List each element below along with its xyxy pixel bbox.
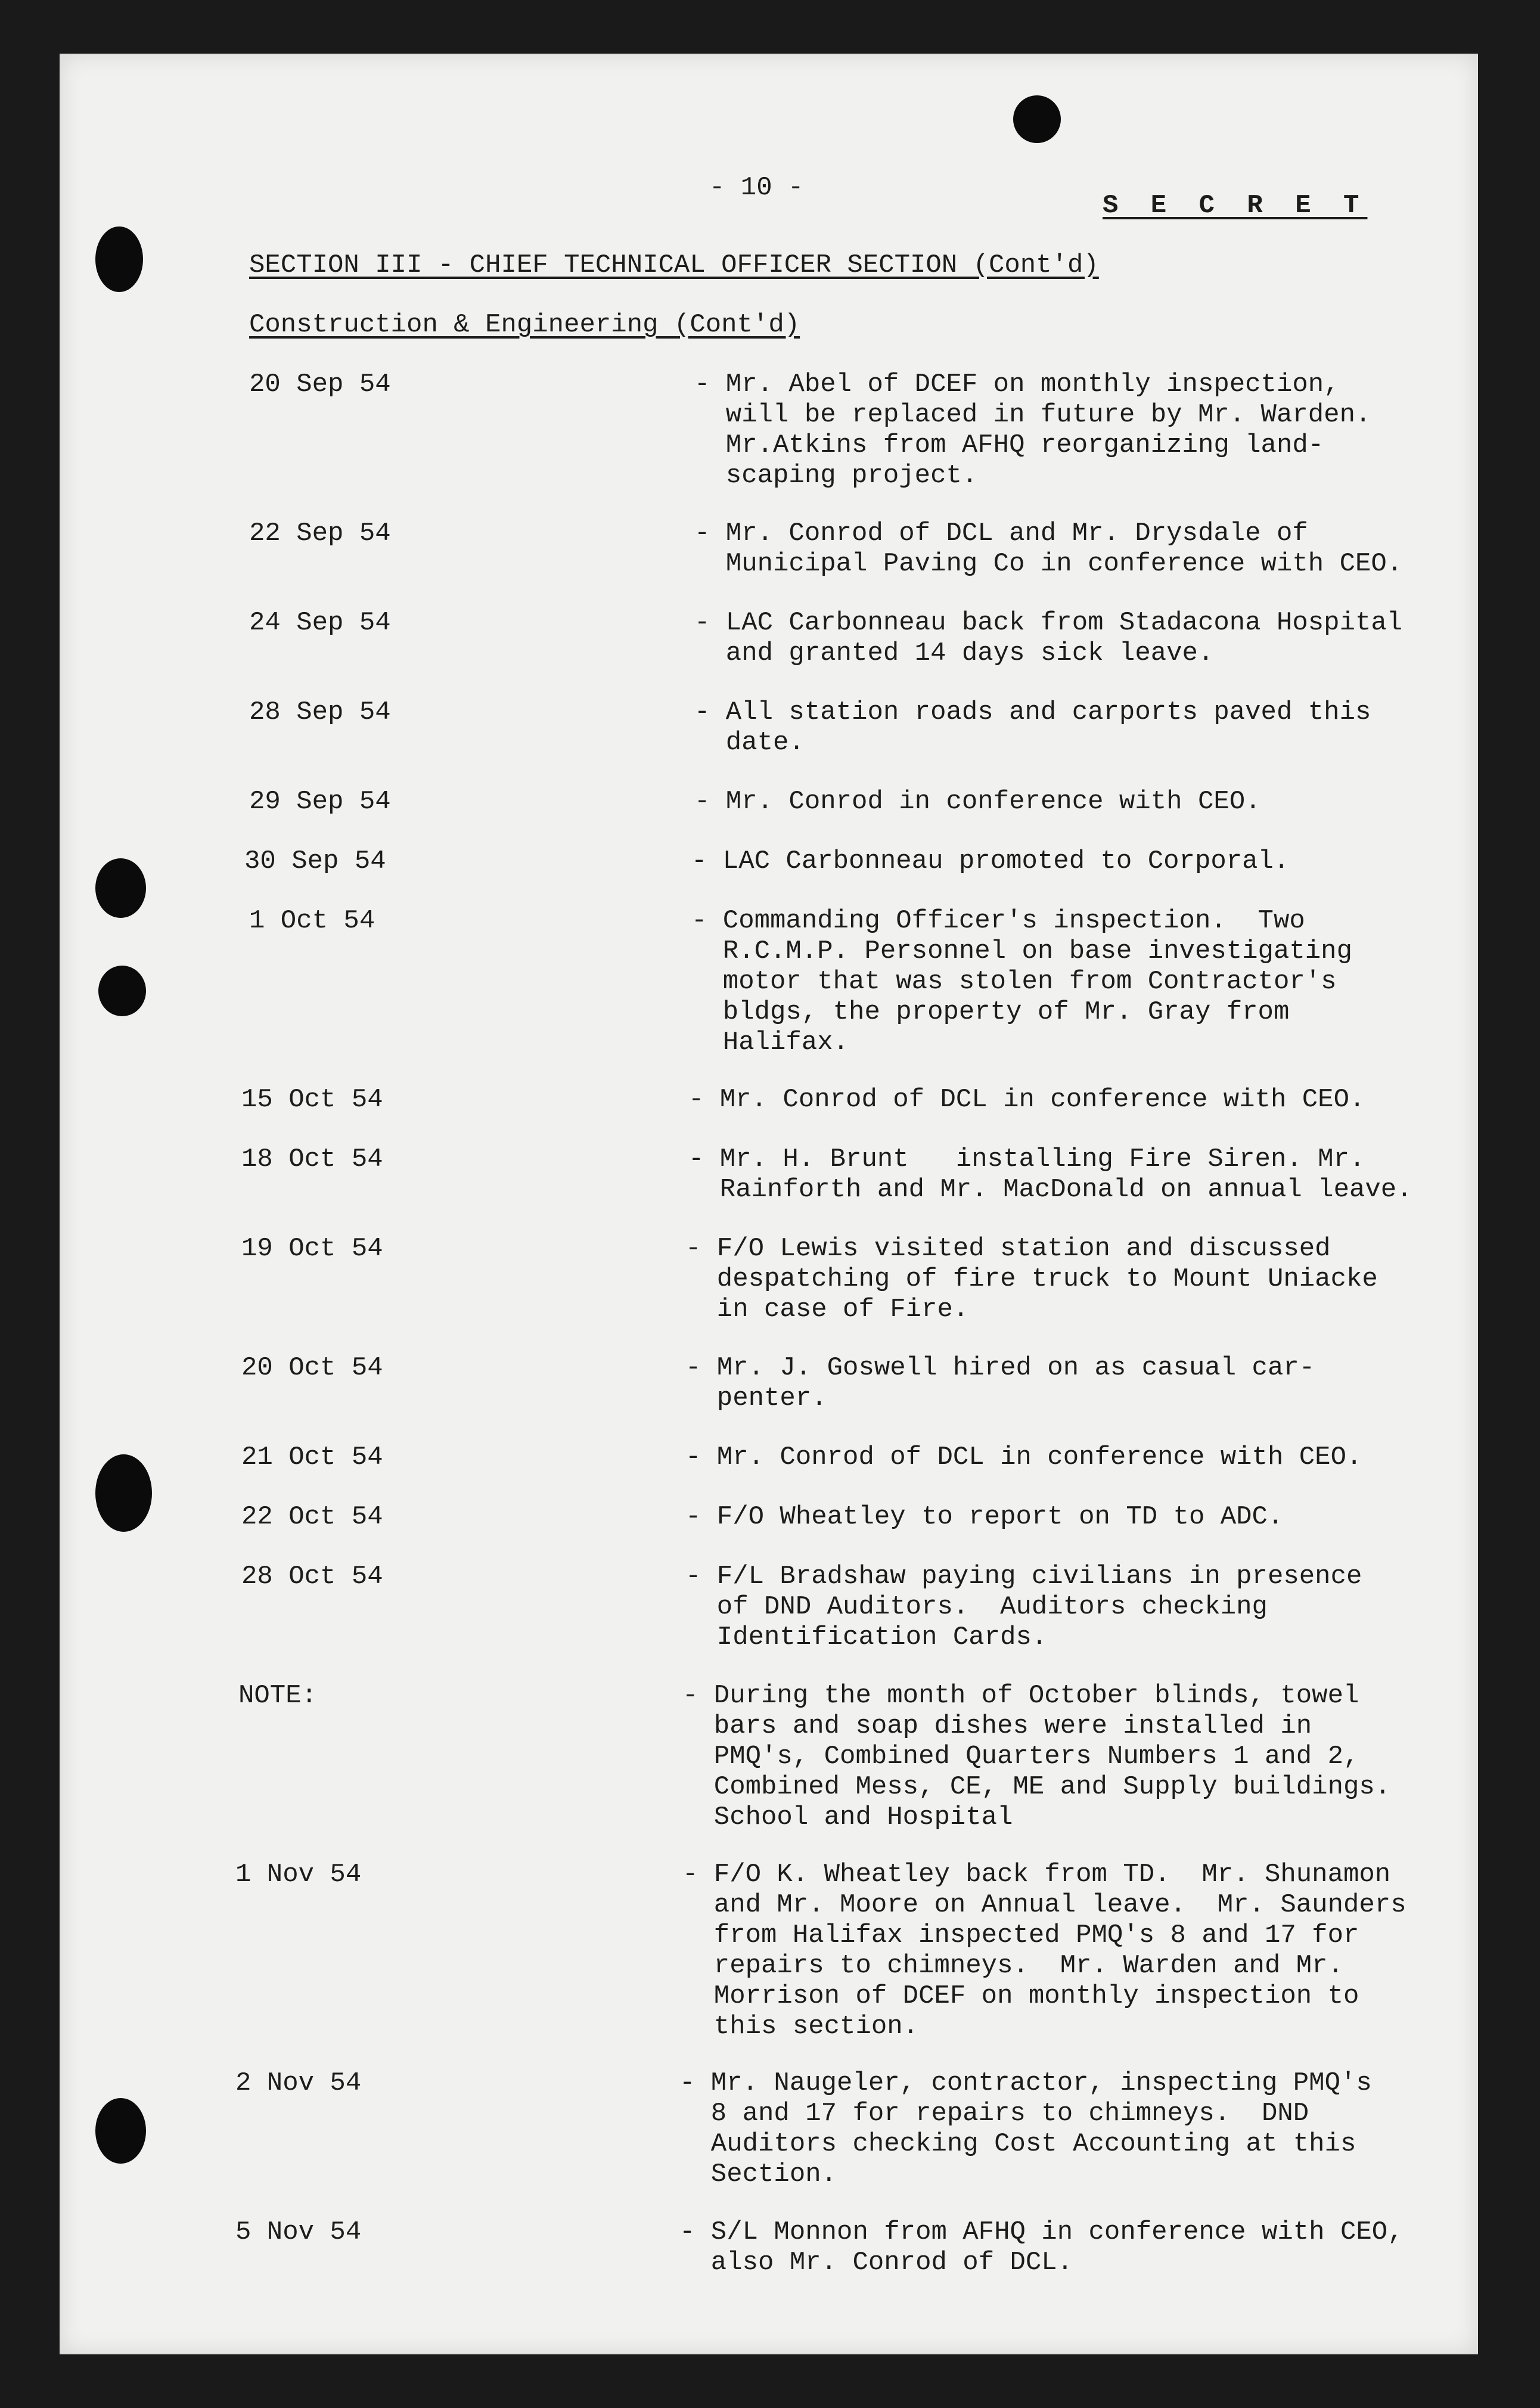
- entry-date: 20 Oct 54: [241, 1353, 383, 1383]
- entry-text: - S/L Monnon from AFHQ in conference with CEO, also Mr. Conrod of DCL.: [679, 2217, 1404, 2277]
- entry-text: - F/L Bradshaw paying civilians in presence of DND Auditors. Auditors checking Identification Cards.: [685, 1562, 1362, 1652]
- punch-hole-left-2: [95, 858, 146, 918]
- entry-text: - During the month of October blinds, towel bars and soap dishes were installed in PMQ's, Combined Quarters Numbers 1 and 2, Combined Mess, CE, ME and Supply buildings. School and Hospital: [682, 1681, 1391, 1832]
- entry-text: - Mr. Abel of DCEF on monthly inspection, will be replaced in future by Mr. Warden. Mr.Atkins from AFHQ reorganizing land- scaping project.: [694, 370, 1371, 491]
- entry-date: 19 Oct 54: [241, 1234, 383, 1264]
- entry-text: - All station roads and carports paved this date.: [694, 697, 1371, 758]
- entry-text: - Mr. Conrod of DCL in conference with CEO.: [685, 1442, 1362, 1472]
- entry-date: 28 Oct 54: [241, 1562, 383, 1591]
- entry-text: - LAC Carbonneau back from Stadacona Hospital and granted 14 days sick leave.: [694, 608, 1403, 668]
- entry-text: - F/O Lewis visited station and discussed despatching of fire truck to Mount Uniacke in case of Fire.: [685, 1234, 1378, 1324]
- subsection-title: Construction & Engineering (Cont'd): [249, 310, 800, 340]
- entry-date: 2 Nov 54: [235, 2068, 362, 2098]
- entry-text: - Mr. Naugeler, contractor, inspecting PMQ's 8 and 17 for repairs to chimneys. DND Auditors checking Cost Accounting at this Section.: [679, 2068, 1372, 2189]
- entry-date: 28 Sep 54: [249, 697, 391, 727]
- entry-text: - Mr. Conrod of DCL and Mr. Drysdale of Municipal Paving Co in conference with CEO.: [694, 519, 1403, 579]
- punch-hole-left-3: [98, 966, 146, 1016]
- entry-text: - F/O K. Wheatley back from TD. Mr. Shunamon and Mr. Moore on Annual leave. Mr. Saunders from Halifax inspected PMQ's 8 and 17 for repairs to chimneys. Mr. Warden and Mr. Morrison of DCEF on monthly inspection to this section.: [682, 1860, 1407, 2041]
- entry-text: - Mr. Conrod in conference with CEO.: [694, 787, 1261, 817]
- entry-date: 24 Sep 54: [249, 608, 391, 638]
- entry-text: - Mr. H. Brunt installing Fire Siren. Mr. Rainforth and Mr. MacDonald on annual leave.: [688, 1144, 1412, 1205]
- entry-date: 18 Oct 54: [241, 1144, 383, 1174]
- entry-date: 22 Sep 54: [249, 519, 391, 548]
- section-title: SECTION III - CHIEF TECHNICAL OFFICER SECTION (Cont'd): [249, 250, 1099, 280]
- entry-date: 20 Sep 54: [249, 370, 391, 399]
- entry-date: 30 Sep 54: [244, 846, 386, 876]
- punch-hole-left-5: [95, 2098, 146, 2164]
- entry-date: NOTE:: [238, 1681, 318, 1711]
- page-number: - 10 -: [709, 173, 804, 203]
- entry-date: 22 Oct 54: [241, 1502, 383, 1532]
- punch-hole-left-4: [95, 1454, 152, 1532]
- entry-text: - F/O Wheatley to report on TD to ADC.: [685, 1502, 1284, 1532]
- entry-date: 29 Sep 54: [249, 787, 391, 817]
- entry-text: - Commanding Officer's inspection. Two R.C.M.P. Personnel on base investigating motor that was stolen from Contractor's bldgs, the property of Mr. Gray from Halifax.: [691, 906, 1352, 1057]
- classification-marking: S E C R E T: [1103, 191, 1368, 221]
- entry-text: - Mr. Conrod of DCL in conference with CEO.: [688, 1085, 1365, 1115]
- entry-date: 15 Oct 54: [241, 1085, 383, 1115]
- entry-text: - Mr. J. Goswell hired on as casual car- penter.: [685, 1353, 1315, 1413]
- entry-date: 1 Oct 54: [249, 906, 375, 936]
- entry-date: 21 Oct 54: [241, 1442, 383, 1472]
- entry-text: - LAC Carbonneau promoted to Corporal.: [691, 846, 1290, 876]
- punch-hole-top: [1013, 95, 1061, 143]
- punch-hole-left-1: [95, 226, 143, 292]
- entry-date: 5 Nov 54: [235, 2217, 362, 2247]
- entry-date: 1 Nov 54: [235, 1860, 362, 1889]
